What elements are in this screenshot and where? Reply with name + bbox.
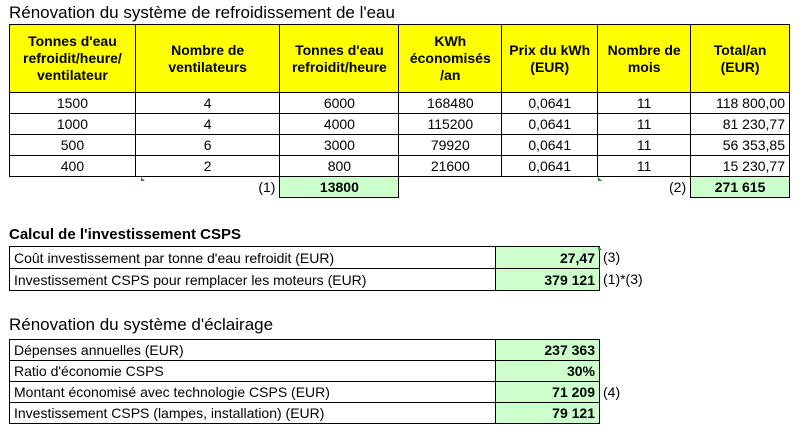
row-label: Investissement CSPS pour remplacer les moteurs (EUR) (10, 269, 496, 291)
header-kwh-saved: KWh économisés /an (399, 25, 502, 93)
empty-cell (399, 177, 502, 198)
header-tonnes-per-hour: Tonnes d'eau refroidit/heure (280, 25, 399, 93)
cell: 11 (598, 93, 691, 114)
note-ref: (3) (603, 249, 621, 265)
cell: 115200 (399, 114, 502, 135)
table-row (10, 135, 790, 156)
row-label: Coût investissement par tonne d'eau refroidit (EUR) (10, 247, 496, 269)
cell: 4 (135, 114, 280, 135)
lighting-table (9, 339, 600, 424)
cell: 500 (10, 135, 136, 156)
cell: 79920 (399, 135, 502, 156)
table-row (10, 382, 600, 403)
row-value: 27,47 (496, 247, 600, 269)
lighting-renovation-title: Rénovation du système d'éclairage (9, 315, 274, 334)
row-value: 379 121 (496, 269, 600, 291)
cell: 4 (135, 93, 280, 114)
row-value: 79 121 (496, 403, 600, 424)
cell: 1500 (10, 93, 136, 114)
header-fan-count: Nombre de ventilateurs (135, 25, 280, 93)
row-label: Dépenses annuelles (EUR) (10, 340, 496, 361)
comment-marker-icon (141, 177, 145, 181)
note-ref: (1)*(3) (603, 271, 643, 287)
cell: 11 (598, 156, 691, 177)
cell: 11 (598, 114, 691, 135)
table-row (10, 403, 600, 424)
table-row (10, 247, 600, 269)
cell: 0,0641 (502, 135, 598, 156)
cell: 15 230,77 (691, 156, 790, 177)
note-ref: (4) (603, 384, 621, 400)
cell: 4000 (280, 114, 399, 135)
cooling-table (9, 24, 790, 198)
header-total-year: Total/an (EUR) (691, 25, 790, 93)
cell: 1000 (10, 114, 136, 135)
table-row (10, 114, 790, 135)
cell: 800 (280, 156, 399, 177)
cell: 2 (135, 156, 280, 177)
header-kwh-price: Prix du kWh (EUR) (502, 25, 598, 93)
row-value: 30% (496, 361, 600, 382)
row-label: Montant économisé avec technologie CSPS (EUR) (10, 382, 496, 403)
table-row (10, 93, 790, 114)
total-tonnes-value: 13800 (280, 177, 399, 198)
cell: 6000 (280, 93, 399, 114)
row-label: Investissement CSPS (lampes, installation) (EUR) (10, 403, 496, 424)
total-year-value: 271 615 (691, 177, 790, 198)
comment-marker-icon (598, 246, 602, 250)
cell: 11 (598, 135, 691, 156)
table-row (10, 340, 600, 361)
row-value: 71 209 (496, 382, 600, 403)
cell: 118 800,00 (691, 93, 790, 114)
comment-marker-icon (598, 177, 602, 181)
cell: 3000 (280, 135, 399, 156)
cell: 400 (10, 156, 136, 177)
cell: 168480 (399, 93, 502, 114)
table-row (10, 269, 600, 291)
table-row (10, 361, 600, 382)
cooling-renovation-title: Rénovation du système de refroidissement de l'eau (9, 3, 395, 22)
totals-row (10, 177, 790, 198)
cell: 21600 (399, 156, 502, 177)
row-label: Ratio d'économie CSPS (10, 361, 496, 382)
cell: 56 353,85 (691, 135, 790, 156)
empty-cell (10, 177, 136, 198)
total-year-label: (2) (669, 179, 687, 196)
cell: 0,0641 (502, 93, 598, 114)
csps-investment-table (9, 246, 600, 291)
header-months: Nombre de mois (598, 25, 691, 93)
total-tonnes-label: (1) (258, 179, 276, 196)
empty-cell (502, 177, 598, 198)
table-row (10, 156, 790, 177)
cell: 0,0641 (502, 114, 598, 135)
cooling-table-header (10, 25, 790, 93)
row-value: 237 363 (496, 340, 600, 361)
csps-investment-title: Calcul de l'investissement CSPS (9, 226, 241, 243)
cell: 6 (135, 135, 280, 156)
cell: 0,0641 (502, 156, 598, 177)
header-tonnes-per-fan: Tonnes d'eau refroidit/heure/ ventilateur (10, 25, 136, 93)
cell: 81 230,77 (691, 114, 790, 135)
